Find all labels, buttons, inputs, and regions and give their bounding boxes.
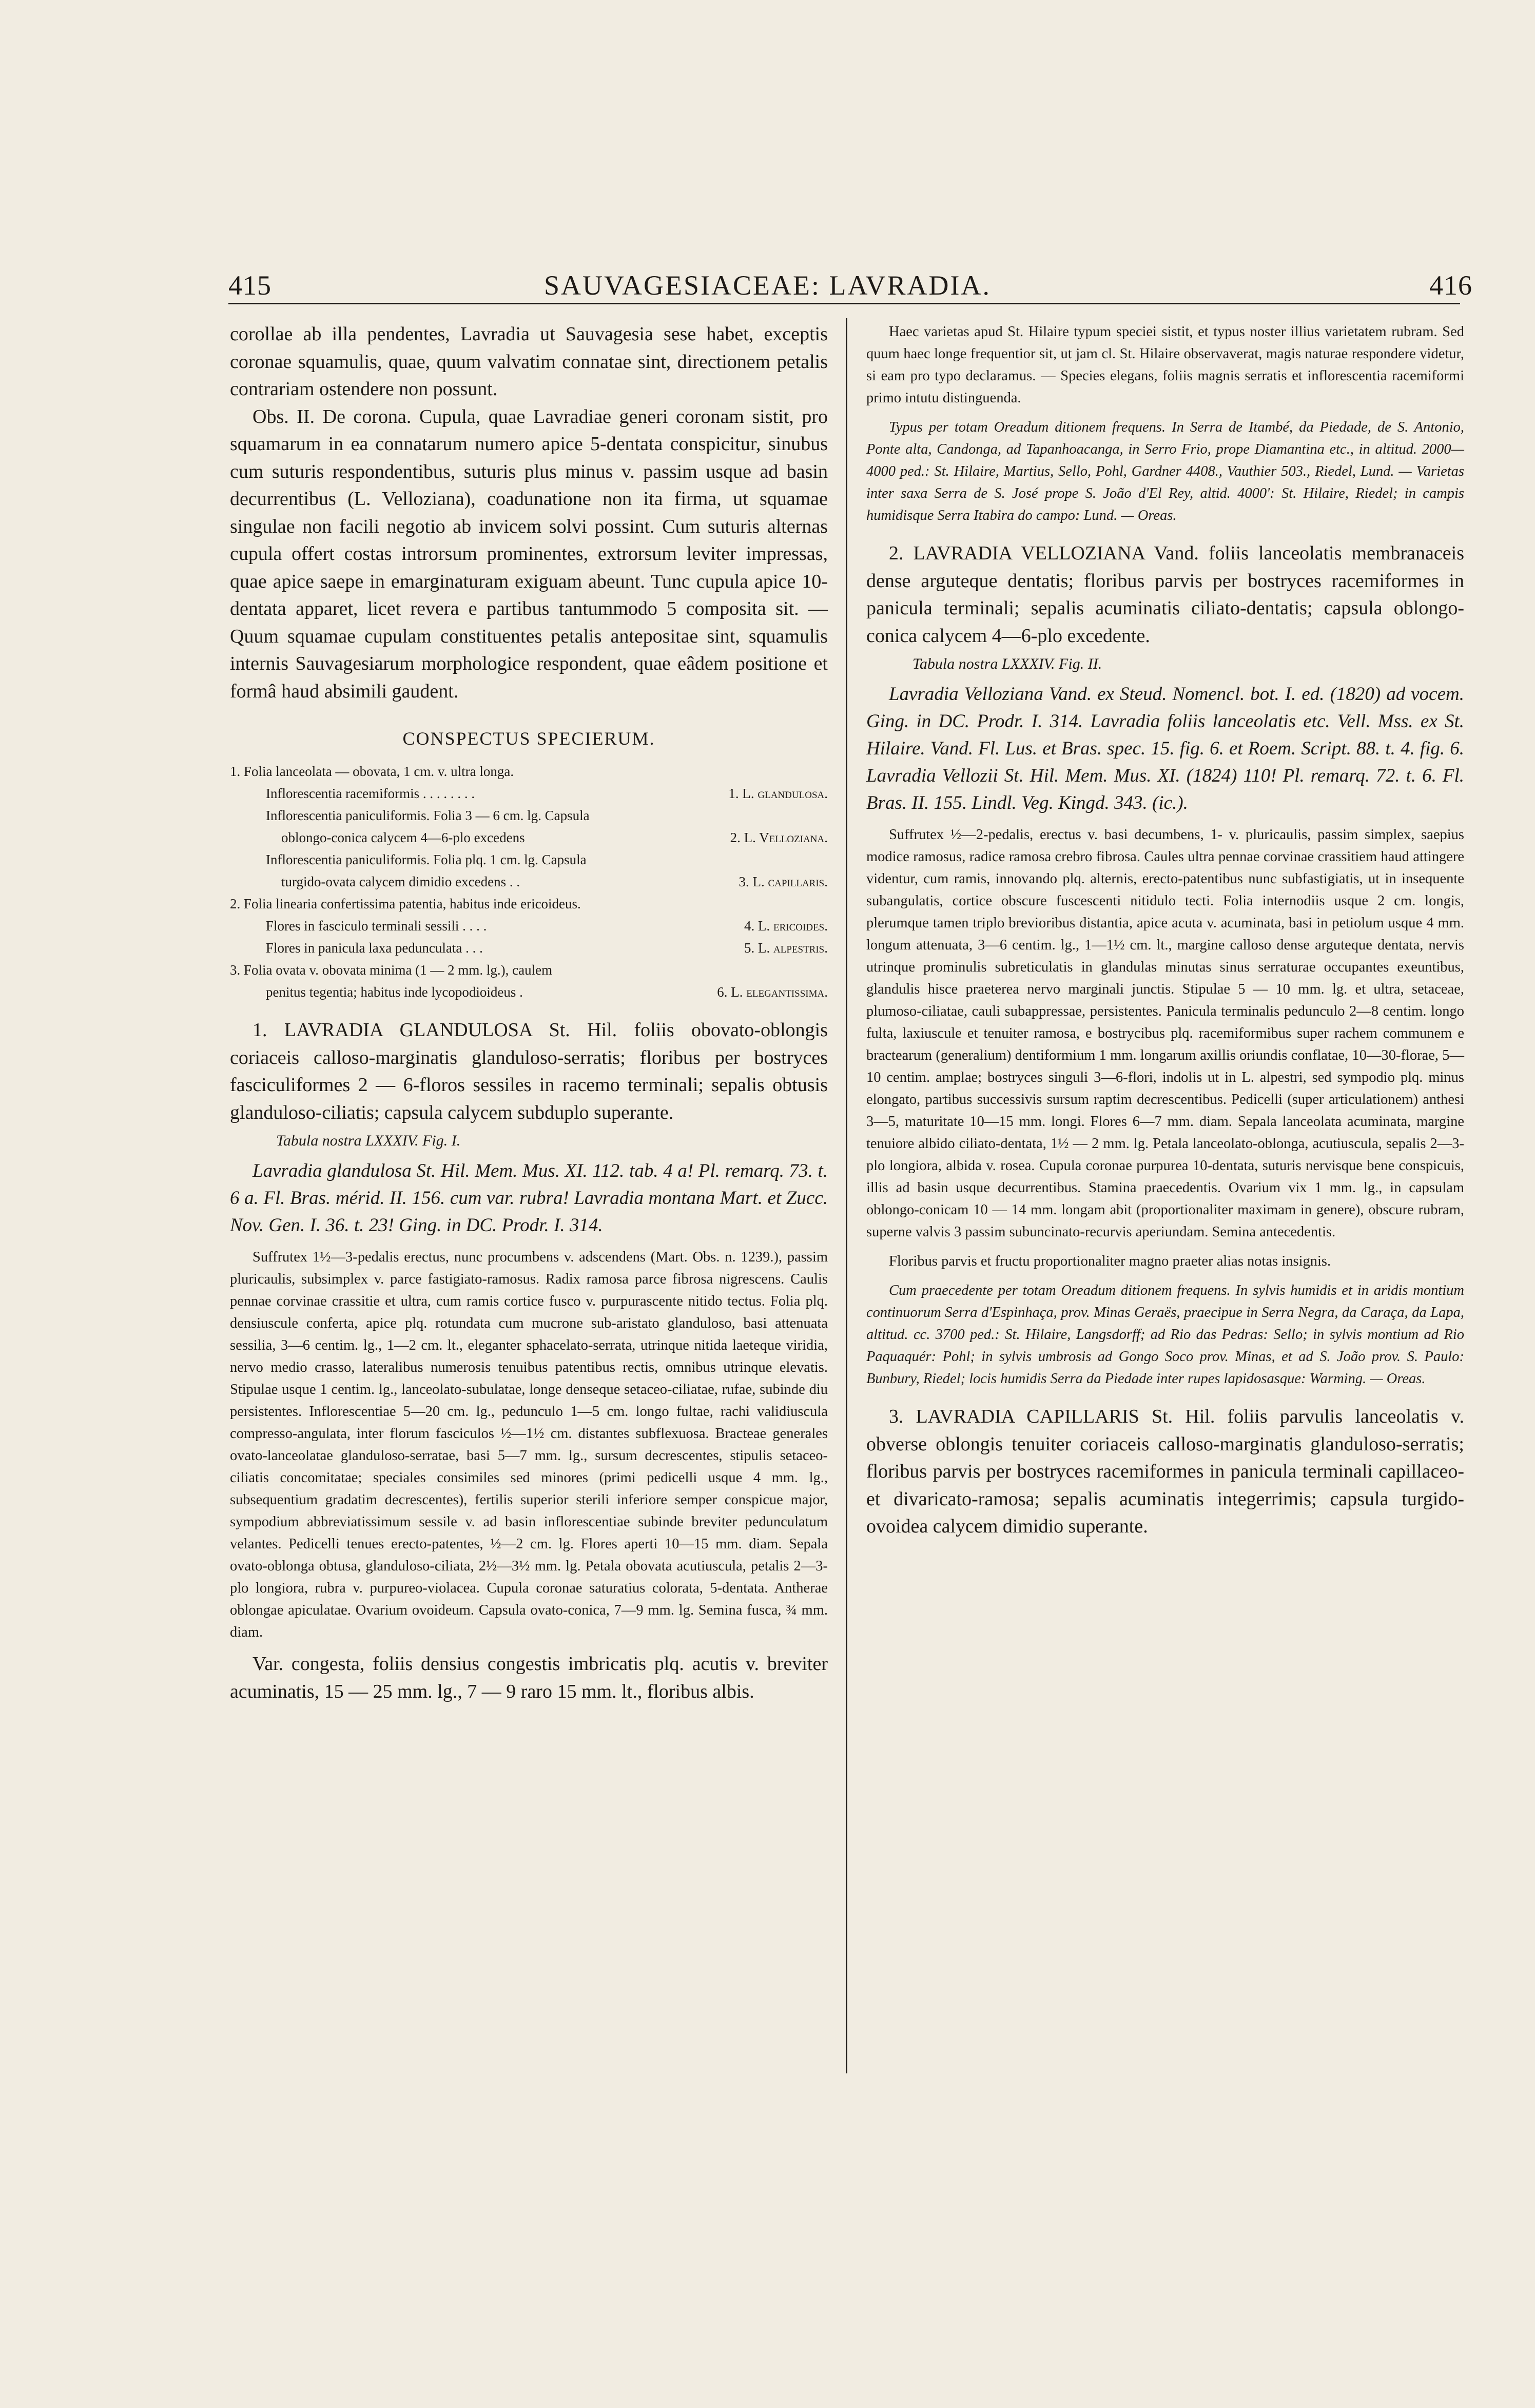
paragraph-obs-corona: Obs. II. De corona. Cupula, quae Lavradiae generi coronam sistit, pro squamarum in ea connatarum numero apice 5-dentata conspicitur, sinubus cum suturis respondentibus, suturis plus minus v. passim usque ad basin decurrentibus (L. Velloziana), coadunatione non ita firma, ut squamae singulae non facili negotio ab invicem solvi possint. Cum suturis alternas cupula offert costas introrsum prominentes, extrorsum leviter impressas, quae apice saepe in emarginaturam exiguam abeunt. Tunc cupula apice 10-dentata apparet, licet revera e partibus tantummodo 5 composita sit. — Quum squamae cupulam constituentes petalis antepositae sint, squamulis internis Sauvagesiarum morphologice respondent, quae eâdem positione et formâ haud absimili gaudent. (230, 405, 828, 702)
key-line: 3. Folia ovata v. obovata minima (1 — 2 mm. lg.), caulem (230, 962, 553, 978)
key-line: Flores in panicula laxa pedunculata . . . 5. L. alpestris. (266, 940, 828, 956)
key-line: turgido-ovata calycem dimidio excedens . . 3. L. capillaris. (281, 874, 828, 889)
species-2-title: 2. LAVRADIA VELLOZIANA Vand. foliis lanceolatis membranaceis dense arguteque dentatis; floribus parvis per bostryces racemiformes in panicula terminali; sepalis acuminatis ciliato-dentatis; capsula oblongo-conica calycem 4—6-plo excedente. (866, 542, 1464, 647)
species-1-description: Suffrutex 1½—3-pedalis erectus, nunc procumbens v. adscendens (Mart. Obs. n. 1239.), passim pluricaulis, subsimplex v. parce fastigiato-ramosus. Radix ramosa parce fibrosa nigrescens. Caulis pennae corvinae crassitie et ultra, cum ramis cortice fusco v. purpurascente nitido tectus. Folia plq. densiuscule conferta, apice plq. rotundata cum mucrone sub-aristato glanduloso, basi attenuata sessilia, 3—6 centim. lg., 1—2 cm. lt., eleganter sphacelato-serrata, utrinque nitida laeteque viridia, nervo medio crasso, lateralibus numerosis tenuibus patentibus rectis, omnibus utrinque elevatis. Stipulae usque 1 centim. lg., lanceolato-subulatae, longe denseque setaceo-ciliatae, rufae, subinde diu persistentes. Inflorescentiae 5—20 cm. lg., pedunculo 1—5 cm. longo fultae, rachi validiuscula compresso-angulata, inter florum fasciculos ½—1½ cm. distantes subflexuosa. Bracteae generales ovato-lanceolatae glanduloso-serratae, basi 5—7 mm. lg., sursum decrescentes, stipulis setaceo-ciliatis concomitatae; speciales consimiles sed minores (primi pedicelli usque 4 mm. lg., subsequentium gradatim decrescentes), fertilis superior sterili inferiore semper conspicue major, sympodium abbreviatissimum sessile v. ad basin inflorescentiae subinde breviter pedunculatum velantes. Pedicelli tenues erecto-patentes, ½—2 cm. lg. Flores aperti 10—15 mm. diam. Sepala ovato-oblonga obtusa, glanduloso-ciliata, 2½—3½ mm. lg. Petala obovata acutiuscula, petalis 2—3-plo longiora, rubra v. purpureo-violacea. Cupula coronae saturatius colorata, 5-dentata. Antherae oblongae apiculatae. Ovarium ovoideum. Capsula ovato-conica, 7—9 mm. lg. Semina fusca, ¾ mm. diam. (230, 1249, 828, 1640)
paragraph: Haec varietas apud St. Hilaire typum speciei sistit, et typus noster illius varietatem rubram. Sed quum haec longe frequentior sit, ut jam cl. St. Hilaire observaverat, magis naturae respondere videtur, si eam pro typo declaramus. — Species elegans, foliis magnis serratis et inflorescentia racemiformi primo intutu distinguenda. (866, 324, 1464, 406)
distribution-paragraph: Typus per totam Oreadum ditionem frequens. In Serra de Itambé, da Piedade, de S. Antonio, Ponte alta, Candonga, ad Tapanhoacanga, in Serro Frio, prope Diamantina etc., in altitud. 2000—4000 ped.: St. Hilaire, Martius, Sello, Pohl, Gardner 4408., Vauthier 503., Riedel, Lund. — Varietas inter saxa Serra de S. José prope S. João d'El Rey, altid. 4000': St. Hilaire, Riedel; in campis humidisque Serra Itabira do campo: Lund. — Oreas. (866, 419, 1464, 523)
key-line: Inflorescentia paniculiformis. Folia plq. 1 cm. lg. Capsula (266, 852, 587, 867)
species-key (230, 761, 828, 1003)
key-line: penitus tegentia; habitus inde lycopodioideus . 6. L. elegantissima. (266, 984, 828, 1000)
conspectus-heading: CONSPECTUS SPECIERUM. (402, 728, 655, 749)
right-column (866, 321, 1464, 1541)
species-2-description: Suffrutex ½—2-pedalis, erectus v. basi decumbens, 1- v. pluricaulis, passim simplex, saepius modice ramosus, radice ramosa crebro fibrosa. Caules ultra pennae corvinae crassitiem haud attingere videntur, cum ramis, innovando plq. alternis, erecto-patentibus nunc subfastigiatis, ut in insequente subangulatis, cortice obscure fuscescenti nitidulo tecti. Folia internodiis usque 2 cm. longis, plerumque tamen triplo brevioribus distantia, apice acuta v. acuminata, basi in petiolum usque 4 mm. longum attenuata, 3—6 centim. lg., 1—1½ cm. lt., margine calloso dense arguteque dentata, nervis utrinque prominulis subreticulatis in glandulas minutas sinus serraturae occupantes exeuntibus, glandulis hisce praeterea nervo marginali junctis. Stipulae 5 — 10 mm. lg. et ultra, setaceae, plumoso-ciliatae, cauli subappressae, persistentes. Panicula terminalis pedunculo 2—8 centim. longo fulta, laxiuscule et tenuiter ramosa, e bostrycibus plq. racemiformibus super rachem communem e bractearum (generalium) dentiformium 1 mm. longarum axillis oriundis conflatae, 10—30-florae, 5—10 centim. amplae; bostryces singuli 3—6-flori, indolis ut in L. alpestri, sed sympodio plq. minus elongato, partibus successivis sursum raptim decrescentibus. Pedicelli (super articulationem) anthesi 3—5, maturitate 10—15 mm. longi. Flores 6—7 mm. diam. Sepala lanceolata acuminata, margine tenuiore albido ciliato-dentata, 1½ — 2 mm. lg. Petala lanceolato-oblonga, acutiuscula, sepalis 2—3-plo longiora, albida v. rosea. Cupula coronae purpurea 10-dentata, suturis nervisque bene conspicuis, illis ad basin usque decurrentibus. Stamina praecedentis. Ovarium vix 1 mm. lg., in capsulam oblongo-conicam 10 — 14 mm. longam abit (proportionaliter maximam in genere), obscure rubram, superne valvis 3 passim subuncinato-recurvis aperiundam. Semina antecedentis. (866, 827, 1464, 1240)
paragraph: corollae ab illa pendentes, Lavradia ut Sauvagesia sese habet, exceptis coronae squamulis, quae, quum valvatim connatae sint, directionem petalis contrariam ostendere non possunt. (230, 323, 828, 400)
column-divider (846, 318, 847, 2073)
key-line: Inflorescentia paniculiformis. Folia 3 — 6 cm. lg. Capsula (266, 808, 590, 823)
species-1-tabula: Tabula nostra LXXXIV. Fig. I. (276, 1132, 461, 1149)
key-line: oblongo-conica calycem 4—6-plo excedens 2. L. Velloziana. (281, 830, 828, 845)
species-1-title: 1. LAVRADIA GLANDULOSA St. Hil. foliis obovato-oblongis coriaceis calloso-marginatis glanduloso-serratis; floribus per bostryces fasciculiformes 2 — 6-floros sessiles in racemo terminali; sepalis obtusis glanduloso-ciliatis; capsula calycem subduplo superante. (230, 1019, 828, 1123)
page-number-left: 415 (228, 270, 271, 301)
species-2-distribution: Cum praecedente per totam Oreadum ditionem frequens. In sylvis humidis et in aridis montium continuorum Serra d'Espinhaça, prov. Minas Geraës, praecipue in Serra Negra, da Caraça, da Lapa, altitud. cc. 3700 ped.: St. Hilaire, Langsdorff; ad Rio das Pedras: Sello; in sylvis montium ad Rio Paquaquér: Pohl; in sylvis umbrosis ad Gongo Soco prov. Minas, et ad S. João prov. S. Paulo: Bunbury, Riedel; locis humidis Serra da Piedade inter rupes lapidosasque: Warming. — Oreas. (866, 1283, 1464, 1387)
header-rule (228, 303, 1460, 304)
species-2-references: Lavradia Velloziana Vand. ex Steud. Nomencl. bot. I. ed. (1820) ad vocem. Ging. in DC. Prodr. I. 314. Lavradia foliis lanceolatis etc. Vell. Mss. ex St. Hilaire. Vand. Fl. Lus. et Bras. spec. 15. fig. 6. et Roem. Script. 88. t. 4. fig. 6. Lavradia Vellozii St. Hil. Mem. Mus. XI. (1824) 110! Pl. remarq. 72. t. 6. Fl. Bras. II. 155. Lindl. Veg. Kingd. 343. (ic.). (866, 684, 1464, 813)
species-1-references: Lavradia glandulosa St. Hil. Mem. Mus. XI. 112. tab. 4 a! Pl. remarq. 73. t. 6 a. Fl. Bras. mérid. II. 156. cum var. rubra! Lavradia montana Mart. et Zucc. Nov. Gen. I. 36. t. 23! Ging. in DC. Prodr. I. 314. (230, 1160, 828, 1236)
species-2-note: Floribus parvis et fructu proportionaliter magno praeter alias notas insignis. (889, 1253, 1331, 1269)
key-line: 2. Folia linearia confertissima patentia, habitus inde ericoideus. (230, 896, 581, 911)
page-number-right: 416 (1429, 270, 1472, 301)
species-3-title: 3. LAVRADIA CAPILLARIS St. Hil. foliis parvulis lanceolatis v. obverse oblongis tenuiter coriaceis calloso-marginatis glanduloso-serratis; floribus parvis per bostryces racemiformes in panicula terminali capillaceo- et divaricato-ramosa; sepalis acuminatis integerrimis; capsula turgido-ovoidea calycem dimidio superante. (866, 1406, 1464, 1537)
running-title: SAUVAGESIACEAE: LAVRADIA. (543, 270, 992, 301)
key-line: Flores in fasciculo terminali sessili . . . . 4. L. ericoides. (266, 918, 828, 934)
species-1-variety: Var. congesta, foliis densius congestis imbricatis plq. acutis v. breviter acuminatis, 15 — 25 mm. lg., 7 — 9 raro 15 mm. lt., floribus albis. (230, 1653, 828, 1702)
left-column (230, 321, 828, 1705)
species-2-tabula: Tabula nostra LXXXIV. Fig. II. (912, 655, 1102, 672)
key-line: Inflorescentia racemiformis . . . . . . . . 1. L. glandulosa. (266, 786, 828, 801)
key-line: 1. Folia lanceolata — obovata, 1 cm. v. ultra longa. (230, 764, 514, 779)
